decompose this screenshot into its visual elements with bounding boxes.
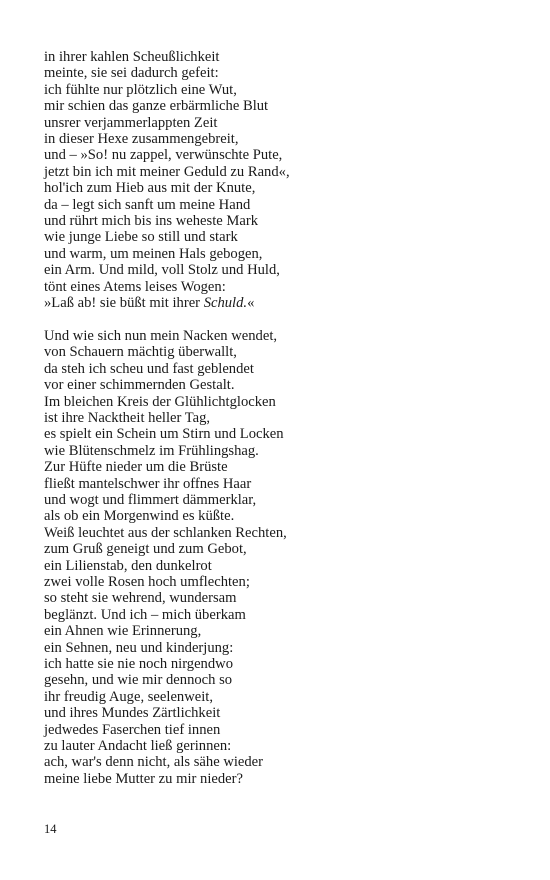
poem-line: so steht sie wehrend, wundersam	[44, 590, 237, 607]
poem-line: zu lauter Andacht ließ gerinnen:	[44, 738, 232, 755]
poem-line: wie Blütenschmelz im Frühlingshag.	[44, 442, 259, 459]
poem-line: Zur Hüfte nieder um die Brüste	[44, 459, 228, 476]
poem-line: da steh ich scheu und fast geblendet	[44, 360, 254, 377]
poem-line: ach, war's denn nicht, als sähe wieder	[44, 754, 264, 771]
poem-line: jetzt bin ich mit meiner Geduld zu Rand«,	[44, 163, 290, 180]
quote-close: «	[247, 295, 255, 312]
poem-line: unsrer verjammerlappten Zeit	[44, 114, 218, 131]
poem-line: vor einer schimmernden Gestalt.	[44, 377, 235, 394]
quote-text: »Laß ab! sie büßt mit ihrer	[44, 295, 204, 312]
poem-line: und wogt und flimmert dämmerklar,	[44, 491, 257, 508]
poem-line: Und wie sich nun mein Nacken wendet,	[44, 327, 278, 344]
poem-line: da – legt sich sanft um meine Hand	[44, 196, 251, 213]
poem-line: es spielt ein Schein um Stirn und Locken	[44, 426, 284, 443]
poem-line: beglänzt. Und ich – mich überkam	[44, 606, 246, 623]
poem-line: in dieser Hexe zusammengebreit,	[44, 131, 239, 148]
poem-line-quote	[44, 295, 514, 311]
poem-line: tönt eines Atems leises Wogen:	[44, 278, 226, 295]
poem-line: meine liebe Mutter zu mir nieder?	[44, 770, 243, 787]
poem-line: gesehn, und wie mir dennoch so	[44, 672, 233, 689]
poem-line: mir schien das ganze erbärmliche Blut	[44, 98, 269, 115]
poem-line: jedwedes Faserchen tief innen	[44, 721, 221, 738]
poem-line: ihr freudig Auge, seelenweit,	[44, 688, 213, 705]
poem-line: wie junge Liebe so still und stark	[44, 229, 238, 246]
poem-line: und warm, um meinen Hals gebogen,	[44, 245, 263, 262]
poem-line: in ihrer kahlen Scheußlichkeit	[44, 49, 220, 65]
poem-line: Weiß leuchtet aus der schlanken Rechten,	[44, 524, 287, 541]
poem-line: ich hatte sie nie noch nirgendwo	[44, 656, 233, 673]
poem-line: fließt mantelschwer ihr offnes Haar	[44, 475, 252, 492]
poem-line: ist ihre Nacktheit heller Tag,	[44, 409, 211, 426]
poem-line: hol'ich zum Hieb aus mit der Knute,	[44, 180, 256, 197]
poem-line: von Schauern mächtig überwallt,	[44, 344, 237, 361]
poem-line: und ihres Mundes Zärtlichkeit	[44, 705, 221, 722]
poem-line: und rührt mich bis ins weheste Mark	[44, 213, 259, 230]
poem-line: meinte, sie sei dadurch gefeit:	[44, 65, 219, 82]
poem-line: als ob ein Morgenwind es küßte.	[44, 508, 235, 525]
stanza-1	[44, 49, 514, 312]
poem-line: ein Arm. Und mild, voll Stolz und Huld,	[44, 262, 280, 279]
poem-line: ein Ahnen wie Erinnerung,	[44, 623, 202, 640]
stanza-2	[44, 328, 514, 787]
poem-line: ein Lilienstab, den dunkelrot	[44, 557, 212, 574]
page-number: 14	[44, 822, 57, 836]
poem-line: zwei volle Rosen hoch umflechten;	[44, 573, 250, 590]
poem-line: ich fühlte nur plötzlich eine Wut,	[44, 81, 237, 98]
poem-line: und – »So! nu zappel, verwünschte Pute,	[44, 147, 283, 164]
poem-text	[44, 49, 514, 787]
quote-emphasis: Schuld.	[203, 295, 248, 312]
poem-line: zum Gruß geneigt und zum Gebot,	[44, 541, 247, 558]
poem-line: ein Sehnen, neu und kinderjung:	[44, 639, 234, 656]
poem-line: Im bleichen Kreis der Glühlichtglocken	[44, 393, 276, 410]
